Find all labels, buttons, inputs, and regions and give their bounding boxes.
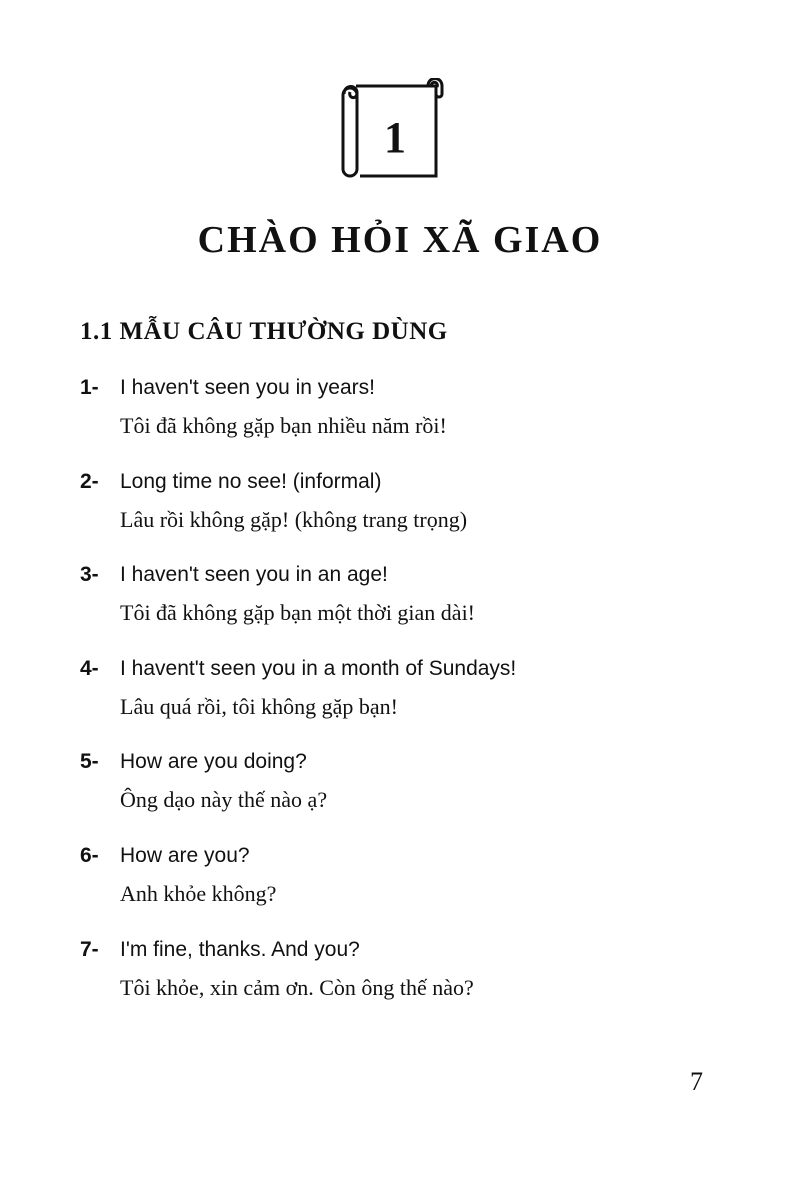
english-phrase: I'm fine, thanks. And you? <box>120 937 360 961</box>
item-number: 2- <box>80 469 99 493</box>
list-item <box>80 747 760 841</box>
item-number: 5- <box>80 750 99 774</box>
english-phrase: How are you? <box>120 843 250 867</box>
page-number: 7 <box>690 1067 703 1096</box>
list-item <box>80 841 760 935</box>
list-item <box>80 467 760 561</box>
item-number: 1- <box>80 376 99 399</box>
list-item <box>80 935 760 1029</box>
vietnamese-translation: Ông dạo này thế nào ạ? <box>120 787 328 813</box>
phrase-list <box>80 373 760 1028</box>
list-item <box>80 654 760 748</box>
list-item <box>80 373 760 467</box>
item-number: 7- <box>80 937 99 961</box>
english-phrase: How are you doing? <box>120 750 307 774</box>
vietnamese-translation: Tôi đã không gặp bạn nhiều năm rồi! <box>120 413 447 438</box>
list-item <box>80 560 760 654</box>
vietnamese-translation: Tôi khỏe, xin cảm ơn. Còn ông thế nào? <box>120 974 474 1000</box>
english-phrase: I havent't seen you in a month of Sundays! <box>120 656 517 680</box>
chapter-title: CHÀO HỎI XÃ GIAO <box>197 219 603 261</box>
vietnamese-translation: Lâu rồi không gặp! (không trang trọng) <box>120 506 468 532</box>
vietnamese-translation: Lâu quá rồi, tôi không gặp bạn! <box>120 693 398 719</box>
section-heading: 1.1 MẪU CÂU THƯỜNG DÙNG <box>80 318 448 345</box>
chapter-number: 1 <box>384 113 406 162</box>
english-phrase: Long time no see! (informal) <box>120 469 382 493</box>
item-number: 3- <box>80 563 99 587</box>
vietnamese-translation: Anh khỏe không? <box>120 880 277 906</box>
english-phrase: I haven't seen you in an age! <box>120 563 388 587</box>
item-number: 6- <box>80 843 99 867</box>
english-phrase: I haven't seen you in years! <box>120 376 375 399</box>
item-number: 4- <box>80 656 99 680</box>
vietnamese-translation: Tôi đã không gặp bạn một thời gian dài! <box>120 600 476 626</box>
